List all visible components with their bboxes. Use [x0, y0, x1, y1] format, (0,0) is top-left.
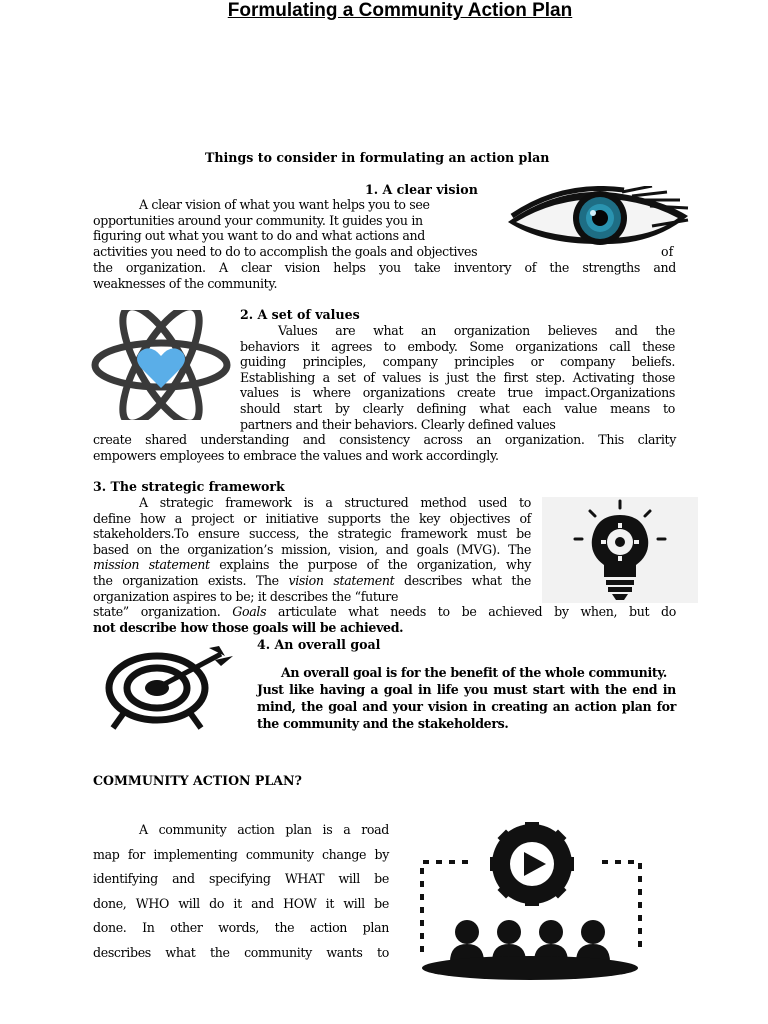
section-vision-body-top — [93, 197, 493, 259]
text-line: A community action plan is a road — [139, 822, 389, 837]
text-line: the community and the stakeholders. — [257, 716, 509, 731]
text-line: done. In other words, the action plan — [93, 920, 389, 935]
text-line: A clear vision of what you want helps you to see — [139, 197, 430, 212]
text-line: organization aspires to be; it describes the “future — [93, 588, 399, 604]
text-line: of — [661, 244, 674, 259]
text-line: activities you need to do to accomplish the goals and objectives — [93, 243, 478, 259]
section-goal-body — [257, 664, 676, 732]
text-line: stakeholders.To ensure success, the strategic framework must be — [93, 526, 531, 542]
text-fragment: explains the purpose of the organization, why — [209, 557, 531, 573]
text-line: map for implementing community change by — [93, 846, 389, 862]
text-line: describes what the community wants to — [93, 944, 389, 960]
section-framework-heading: 3. The strategic framework — [93, 479, 285, 494]
section-cap-body — [93, 818, 389, 965]
goals-term: Goals — [232, 604, 267, 619]
text-line: values is where organizations create true impact.Organizations — [240, 385, 675, 401]
section-cap-heading: COMMUNITY ACTION PLAN? — [93, 773, 302, 788]
text-line: Just like having a goal in life you must start with the end in — [257, 682, 676, 697]
atom-heart-icon — [91, 310, 231, 420]
text-line: define how a project or initiative supports the key objectives of — [93, 510, 531, 526]
text-line — [93, 557, 531, 573]
text-line: the organization. A clear vision helps you take inventory of the strengths and — [93, 260, 676, 275]
text-line: create shared understanding and consistency across an organization. This clarity — [93, 432, 676, 447]
text-line: identifying and specifying WHAT will be — [93, 871, 389, 886]
team-gear-play-icon — [412, 822, 662, 984]
eye-icon — [502, 186, 692, 250]
section-values-heading: 2. A set of values — [240, 307, 360, 322]
text-line: Establishing a set of values is just the first step. Activating those — [240, 369, 675, 385]
section-values-body-bottom — [93, 432, 676, 463]
section-goal-heading: 4. An overall goal — [257, 637, 381, 652]
section-vision-body-bottom — [93, 260, 676, 291]
page-title: Formulating a Community Action Plan — [227, 0, 573, 21]
text-line: An overall goal is for the benefit of the whole community. — [281, 665, 667, 680]
section-vision-heading: 1. A clear vision — [365, 182, 478, 197]
text-line — [93, 604, 676, 620]
lightbulb-gear-icon — [542, 497, 698, 603]
subtitle: Things to consider in formulating an action plan — [205, 150, 550, 165]
text-line: done, WHO will do it and HOW it will be — [93, 895, 389, 911]
text-line: A strategic framework is a structured method used to — [139, 495, 531, 510]
text-line: weaknesses of the community. — [93, 275, 278, 291]
section-framework-body — [93, 495, 531, 604]
text-line: based on the organization’s mission, vision, and goals (MVG). The — [93, 541, 531, 557]
section-values-body — [240, 323, 675, 432]
target-arrow-icon — [103, 644, 238, 730]
text-line: not describe how those goals will be achieved. — [93, 619, 404, 635]
text-fragment: describes what the — [394, 572, 531, 588]
section-framework-body-bottom — [93, 604, 676, 635]
text-line: mind, the goal and your vision in creating an action plan for — [257, 699, 676, 714]
text-line — [93, 573, 531, 589]
vision-statement-term: vision statement — [288, 572, 395, 588]
text-line: opportunities around your community. It guides you in — [93, 212, 423, 228]
text-line: behaviors it agrees to embody. Some organizations call these — [240, 338, 675, 354]
mission-statement-term: mission statement — [93, 557, 210, 573]
text-fragment: the organization exists. The — [93, 572, 289, 588]
text-line: figuring out what you want to do and what actions and — [93, 228, 425, 244]
text-fragment: state” organization. — [93, 604, 233, 619]
text-line: Values are what an organization believes and the — [278, 323, 675, 338]
text-line: empowers employees to embrace the values and work accordingly. — [93, 447, 499, 463]
text-line: should start by clearly defining what each value means to — [240, 400, 675, 416]
text-fragment: articulate what needs to be achieved by when, but do — [266, 604, 676, 619]
text-line: partners and their behaviors. Clearly defined values — [240, 416, 556, 432]
text-line: guiding principles, company principles or company beliefs. — [240, 354, 675, 370]
